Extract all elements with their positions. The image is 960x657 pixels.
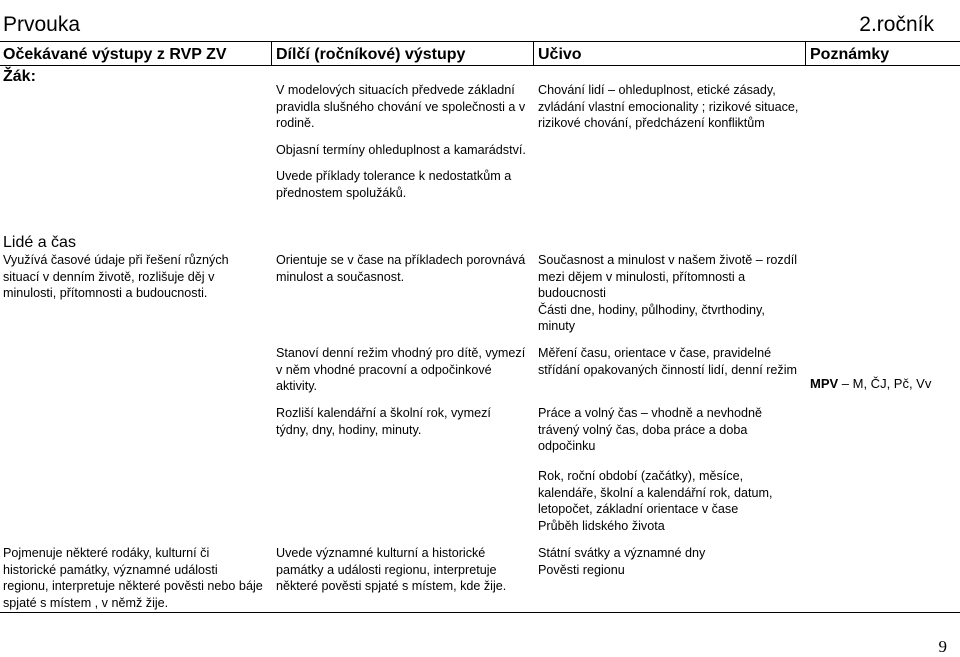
header-grade-outputs: Dílčí (ročníkové) výstupy — [276, 46, 466, 63]
curriculum-calendar — [538, 468, 800, 534]
curriculum-time-measurement: Měření času, orientace v čase, pravidelné střídání opakovaných činností lidí, denní režim — [538, 346, 798, 377]
curriculum-past-present — [538, 252, 800, 335]
divider-col3 — [805, 41, 806, 65]
curriculum-holidays: Státní svátky a významné dny — [538, 546, 706, 560]
grade-label: 2.ročník — [859, 13, 934, 36]
notes-mpv: MPV — [810, 376, 839, 391]
notes-subjects: – M, ČJ, Pč, Vv — [838, 376, 932, 391]
pupil-label: Žák: — [3, 68, 36, 85]
curriculum-region — [538, 545, 800, 578]
curriculum-day-parts: Části dne, hodiny, půlhodiny, čtvrthodiny, minuty — [538, 302, 765, 333]
expected-output-time: Využívá časové údaje při řešení různých situací v denním životě, rozlišuje děj v minulosti, přítomnosti a budoucnosti. — [3, 253, 229, 300]
subject-title: Prvouka — [3, 13, 81, 36]
curriculum-behaviour: Chování lidí – ohleduplnost, etické zásady, zvládání vlastní emocionality ; rizikové situace, rizikové chování, předcházení konfliktům — [538, 83, 799, 130]
divider-col2 — [533, 41, 534, 65]
section-heading-time: Lidé a čas — [3, 234, 76, 251]
curriculum-life-course: Průběh lidského života — [538, 518, 665, 533]
curriculum-work-leisure: Práce a volný čas – vhodně a nevhodně trávený volný čas, doba práce a doba odpočinku — [538, 406, 763, 453]
divider-col1 — [271, 41, 272, 65]
top-rule — [0, 41, 960, 42]
header-notes: Poznámky — [810, 46, 890, 63]
header-expected-outputs: Očekávané výstupy z RVP ZV — [3, 46, 227, 63]
output-tolerance-examples: Uvede příklady tolerance k nedostatkům a přednostem spolužáků. — [276, 169, 512, 200]
header-rule — [0, 65, 960, 66]
bottom-rule — [0, 612, 960, 613]
output-region-monuments: Uvede významné kulturní a historické památky a události regionu, interpretuje některé pověsti spjaté s místem, kde žije. — [276, 546, 507, 593]
output-calendar-year: Rozliší kalendářní a školní rok, vymezí týdny, dny, hodiny, minuty. — [276, 406, 491, 437]
header-curriculum: Učivo — [538, 46, 582, 63]
grade-outputs-behaviour — [276, 82, 532, 201]
curriculum-past-present-text: Současnost a minulost v našem životě – rozdíl mezi dějem v minulosti, přítomnosti a budoucnosti — [538, 253, 797, 300]
output-polite-behaviour: V modelových situacích předvede základní pravidla slušného chování ve společnosti a v rodině. — [276, 83, 526, 130]
curriculum-seasons: Rok, roční období (začátky), měsíce, kalendáře, školní a kalendářní rok, datum, letopočet, základní orientace v čase — [538, 469, 773, 516]
output-compare-past-present: Orientuje se v čase na příkladech porovnává minulost a současnost. — [276, 253, 526, 284]
output-daily-routine: Stanoví denní režim vhodný pro dítě, vymezí v něm vhodné pracovní a odpočinkové aktivity. — [276, 346, 526, 393]
expected-output-region: Pojmenuje některé rodáky, kulturní či historické památky, významné události regionu, interpretuje některé pověsti nebo báje spjaté s místem , v němž žije. — [3, 546, 263, 610]
curriculum-legends: Pověsti regionu — [538, 562, 625, 577]
page-number: 9 — [938, 637, 947, 656]
output-consideration-terms: Objasní termíny ohleduplnost a kamarádství. — [276, 142, 526, 157]
notes-cross-curricular — [810, 376, 960, 393]
